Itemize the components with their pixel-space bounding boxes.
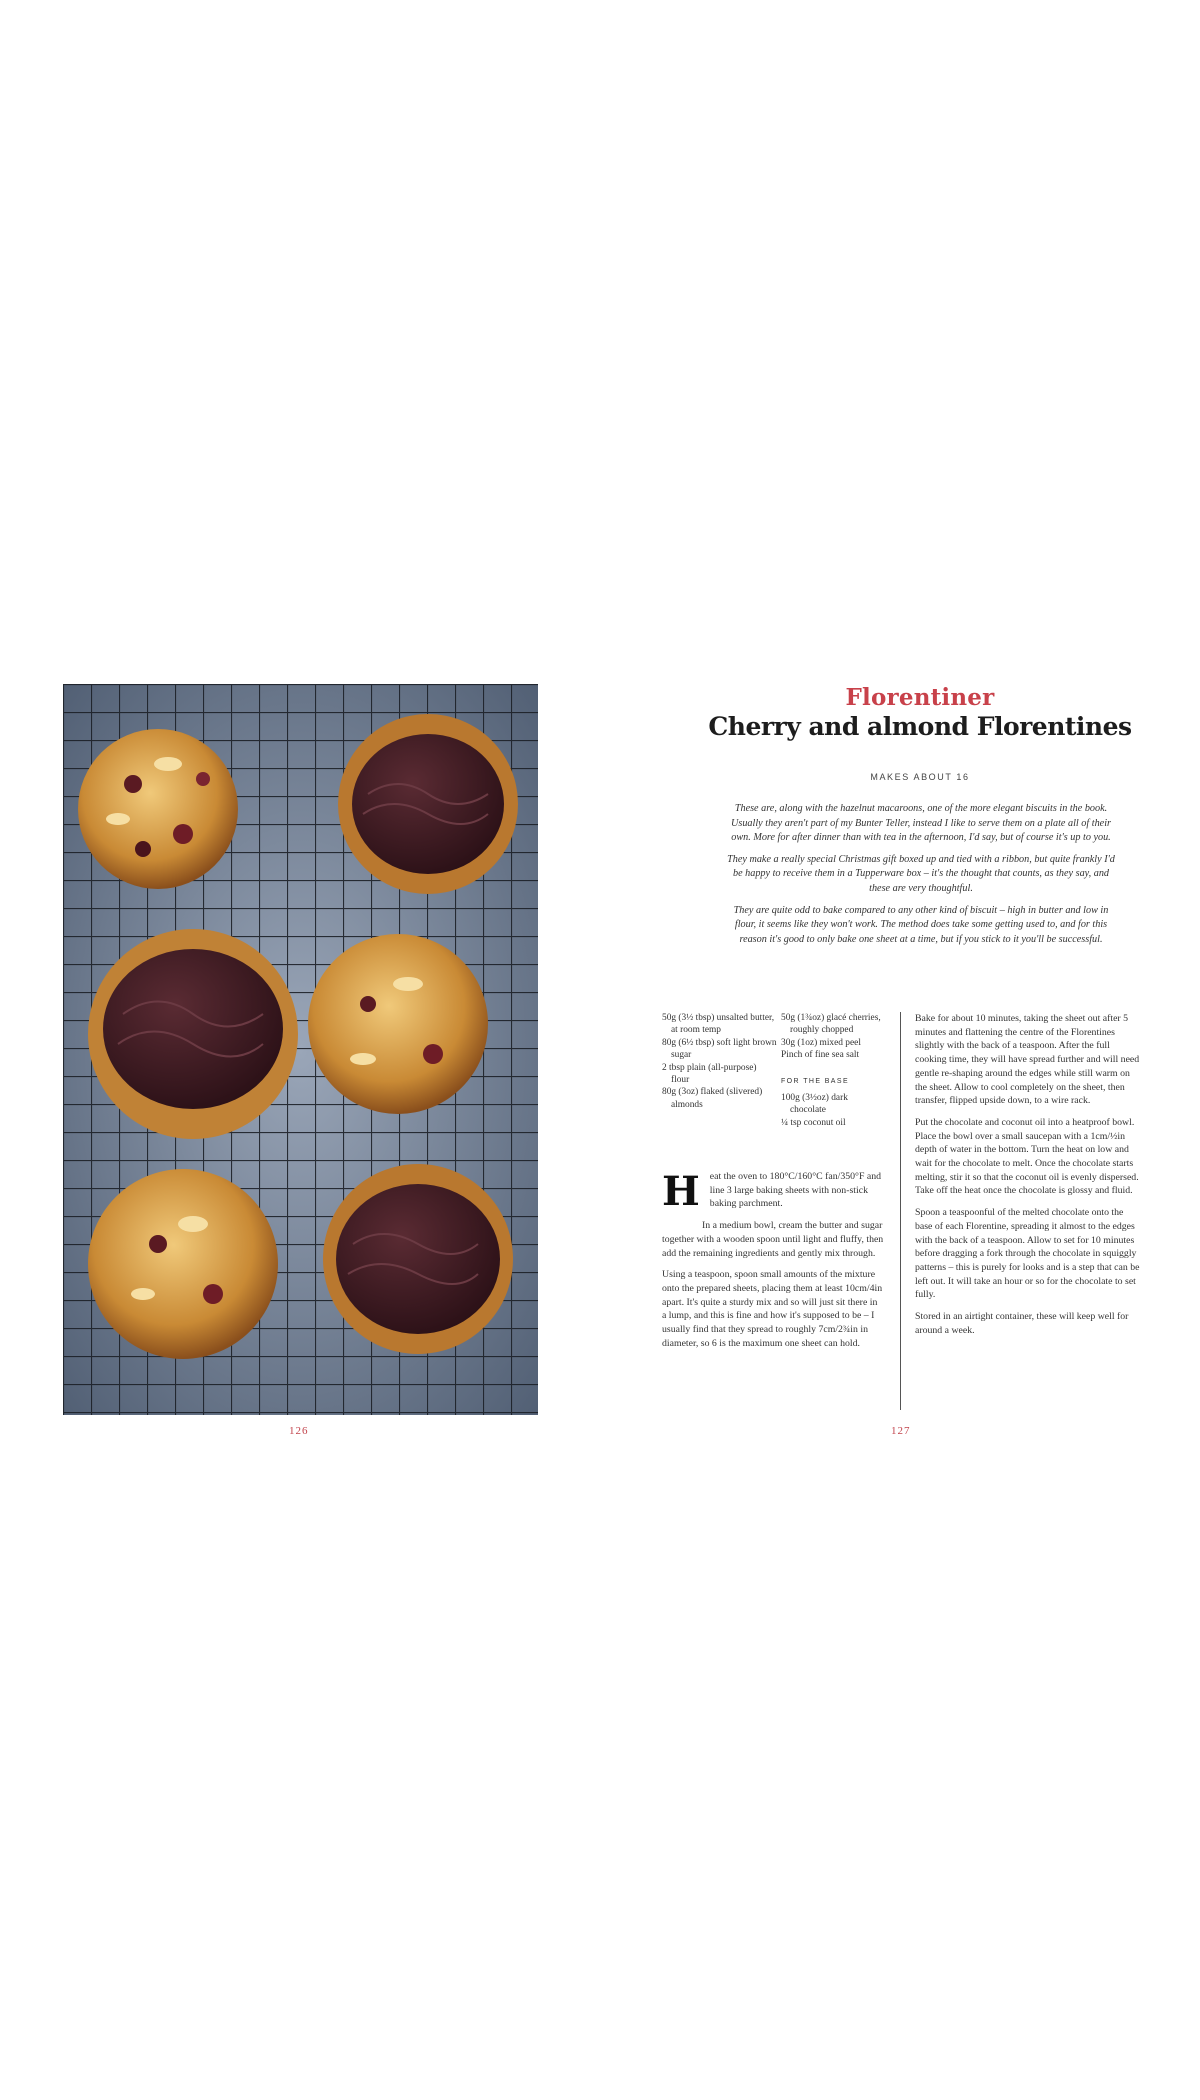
method-step: Stored in an airtight container, these will keep well for around a week. xyxy=(915,1311,1129,1336)
recipe-kicker: Florentiner xyxy=(845,684,995,711)
method-step: Bake for about 10 minutes, taking the sheet out after 5 minutes and flattening the centre of the Florentines slightly with the back of a teaspoon. After the full cooking time, they will have spread further and will need gentle re-shaping around the edges while still warm on the sheet. Allow to cool completely on the sheet, then transfer, flipped upside down, to a wire rack. xyxy=(915,1013,1140,1107)
florentine-nutty-1 xyxy=(78,729,238,889)
ingredient-item: 50g (3½ tbsp) unsalted butter, at room temp xyxy=(662,1013,775,1036)
ingredient-item: 50g (1¾oz) glacé cherries, roughly chopped xyxy=(781,1013,881,1036)
ingredient-item: ¼ tsp coconut oil xyxy=(781,1117,846,1128)
intro-paragraph: These are, along with the hazelnut macaroons, one of the more elegant biscuits in the book. Usually they aren't part of my Bunter Teller, instead I like to serve them on a plate all of their own. More for after dinner than with tea in the afternoon, I'd say, but of course it's up to you. xyxy=(731,803,1111,844)
florentine-nutty-2 xyxy=(308,934,488,1114)
intro-paragraph: They make a really special Christmas gift boxed up and tied with a ribbon, but quite frankly I'd be happy to receive them in a Tupperware box – it's the thought that counts, as they say, and these are very thoughtful. xyxy=(727,853,1115,894)
florentine-chocolate-2 xyxy=(88,929,298,1139)
method-step-text: eat the oven to 180°C/160°C fan/350°F and line 3 large baking sheets with non-stick baking parchment. xyxy=(709,1171,881,1210)
recipe-title: Cherry and almond Florentines xyxy=(708,712,1132,741)
ingredient-item: 80g (3oz) flaked (slivered) almonds xyxy=(662,1087,763,1110)
ingredient-item: 30g (1oz) mixed peel xyxy=(781,1037,861,1048)
ingredient-item: 2 tbsp plain (all-purpose) flour xyxy=(662,1062,757,1086)
florentines-photo xyxy=(63,684,538,1415)
intro-paragraph: They are quite odd to bake compared to any other kind of biscuit – high in butter and low in flour, it seems like they won't work. The method does take some getting used to, and for this reason it's good to only bake one sheet at a time, but if you stick to it you'll be successful. xyxy=(733,904,1109,945)
page-number-left: 126 xyxy=(289,1425,309,1437)
ingredients-column-1 xyxy=(662,1012,777,1111)
ingredient-item: 80g (6½ tbsp) soft light brown sugar xyxy=(662,1037,777,1061)
column-divider xyxy=(900,1012,901,1410)
florentine-chocolate-3 xyxy=(323,1164,513,1354)
page-number-right: 127 xyxy=(891,1425,911,1437)
ingredients-column-2 xyxy=(781,1012,886,1129)
base-heading: FOR THE BASE xyxy=(781,1077,850,1085)
ingredient-item: 100g (3½oz) dark chocolate xyxy=(781,1093,848,1116)
method-step: Using a teaspoon, spoon small amounts of the mixture onto the prepared sheets, placing them at least 10cm/4in apart. It's quite a sturdy mix and so will just sit there in a lump, and this is fine and how it's supposed to be – I usually find that they spread to roughly 7cm/2¾in in diameter, so 6 is the maximum one sheet can hold. xyxy=(662,1269,883,1349)
method-column-left xyxy=(662,1170,884,1358)
ingredient-item: Pinch of fine sea salt xyxy=(781,1050,860,1061)
recipe-intro xyxy=(726,802,1116,954)
florentine-nutty-3 xyxy=(88,1169,278,1359)
recipe-yield: MAKES ABOUT 16 xyxy=(870,772,970,782)
method-column-right xyxy=(915,1012,1140,1345)
method-step: In a medium bowl, cream the butter and sugar together with a wooden spoon until light and fluffy, then add the remaining ingredients and gently mix through. xyxy=(662,1220,884,1259)
florentine-chocolate-1 xyxy=(338,714,518,894)
method-step: Put the chocolate and coconut oil into a heatproof bowl. Place the bowl over a small saucepan with a 1cm/½in depth of water in the bottom. Turn the heat on low and wait for the chocolate to melt. Once the chocolate starts melting, stir it so that the coconut oil is evenly dispersed. Take off the heat once the chocolate is glossy and fluid. xyxy=(915,1116,1139,1197)
method-step xyxy=(662,1168,884,1215)
drop-cap: H xyxy=(662,1168,700,1215)
florentines-on-cooling-rack-illustration xyxy=(63,684,538,1415)
method-step: Spoon a teaspoonful of the melted chocolate onto the base of each Florentine, spreading it almost to the edges with the back of a teaspoon. Allow to set for 10 minutes before dragging a fork through the chocolate in squiggly patterns – this is purely for looks and is a step that can be left out. It will take an hour or so for the chocolate to set fully. xyxy=(915,1207,1140,1301)
